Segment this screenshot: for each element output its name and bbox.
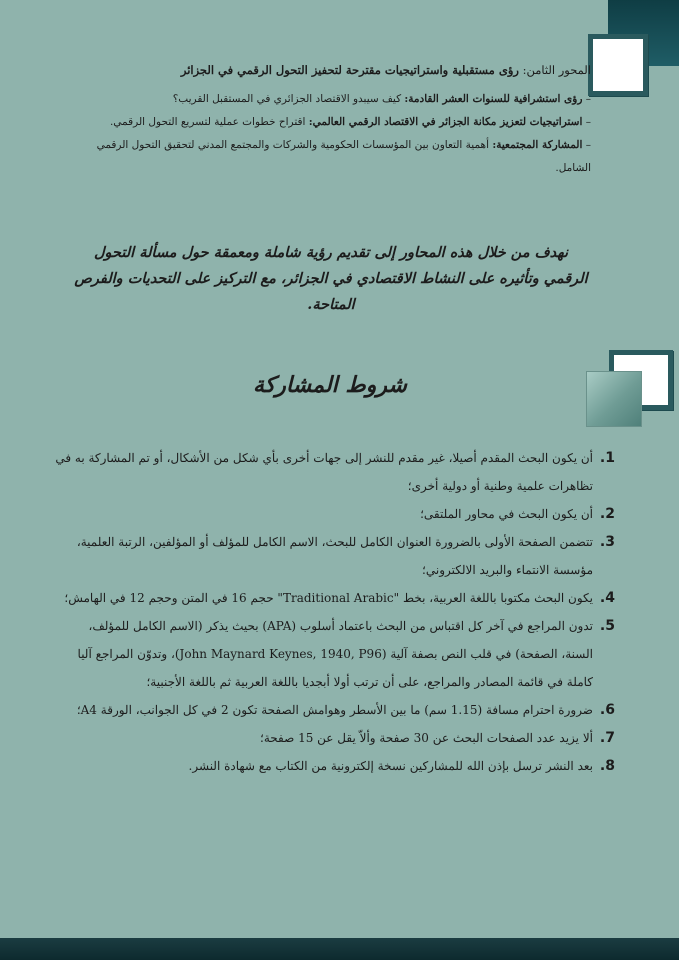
teal-block-decoration bbox=[586, 371, 642, 427]
axis-lead: المحور الثامن: bbox=[522, 63, 591, 77]
section-title: شروط المشاركة bbox=[253, 372, 407, 398]
bullet-item: – رؤى استشرافية للسنوات العشر القادمة: كيف سيبدو الاقتصاد الجزائري في المستقبل القريب؟ bbox=[172, 93, 591, 105]
axis-heading bbox=[31, 60, 591, 80]
condition-item: 7. ألا يزيد عدد الصفحات البحث عن 30 صفحة وألاّ يقل عن 15 صفحة؛ bbox=[260, 730, 615, 746]
conditions-list bbox=[55, 444, 615, 780]
condition-item: 5. تدون المراجع في آخر كل اقتباس من البحث باعتماد أسلوب (APA) بحيث يذكر (الاسم الكامل للمؤلف، السنة، الصفحة) في قلب النص بصفة آلية (John Maynard Keynes, 1940, P96)، وتدوّن المراجع آليا كاملة في قائمة المصادر والمراجع، على أن ترتب أولا أبجديا باللغة العربية ثم باللغة الأجنبية؛ bbox=[77, 618, 615, 689]
axis-title-text: رؤى مستقبلية واستراتيجيات مقترحة لتحفيز التحول الرقمي في الجزائر bbox=[180, 63, 519, 77]
bullet-item: – استراتيجيات لتعزيز مكانة الجزائر في الاقتصاد الرقمي العالمي: اقتراح خطوات عملية لتسريع التحول الرقمي. bbox=[109, 116, 591, 128]
intro-statement: نهدف من خلال هذه المحاور إلى تقديم رؤية شاملة ومعمقة حول مسألة التحول الرقمي وتأثيره على النشاط الاقتصادي في الجزائر، مع التركيز على التحديات والفرص المتاحة. bbox=[74, 244, 588, 313]
condition-item: 3. تتضمن الصفحة الأولى بالضرورة العنوان الكامل للبحث، الاسم الكامل للمؤلف أو المؤلفين، الرتبة العلمية، مؤسسة الانتماء والبريد الالكتروني؛ bbox=[76, 534, 615, 577]
condition-item: 2. أن يكون البحث في محاور الملتقى؛ bbox=[420, 506, 615, 522]
condition-item: 1. أن يكون البحث المقدم أصيلا، غير مقدم للنشر إلى جهات أخرى بأي شكل من الأشكال، أو تم المشاركة به في تظاهرات علمية وطنية أو دولية أخرى؛ bbox=[55, 450, 615, 493]
axis-bullets bbox=[76, 88, 591, 180]
footer-bar bbox=[0, 938, 679, 960]
frame-decoration-top bbox=[588, 34, 648, 96]
bullet-item: – المشاركة المجتمعية: أهمية التعاون بين المؤسسات الحكومية والشركات والمجتمع المدني لتحقيق التحول الرقمي الشامل. bbox=[96, 139, 591, 174]
condition-item: 8. بعد النشر ترسل بإذن الله للمشاركين نسخة إلكترونية من الكتاب مع شهادة النشر. bbox=[188, 758, 615, 774]
condition-item: 6. ضرورة احترام مسافة (1.15 سم) ما بين الأسطر وهوامش الصفحة تكون 2 في كل الجوانب، الورقة A4؛ bbox=[76, 702, 615, 718]
condition-item: 4. يكون البحث مكتوبا باللغة العربية، بخط "Traditional Arabic" حجم 16 في المتن وحجم 12 في الهامش؛ bbox=[64, 590, 615, 606]
